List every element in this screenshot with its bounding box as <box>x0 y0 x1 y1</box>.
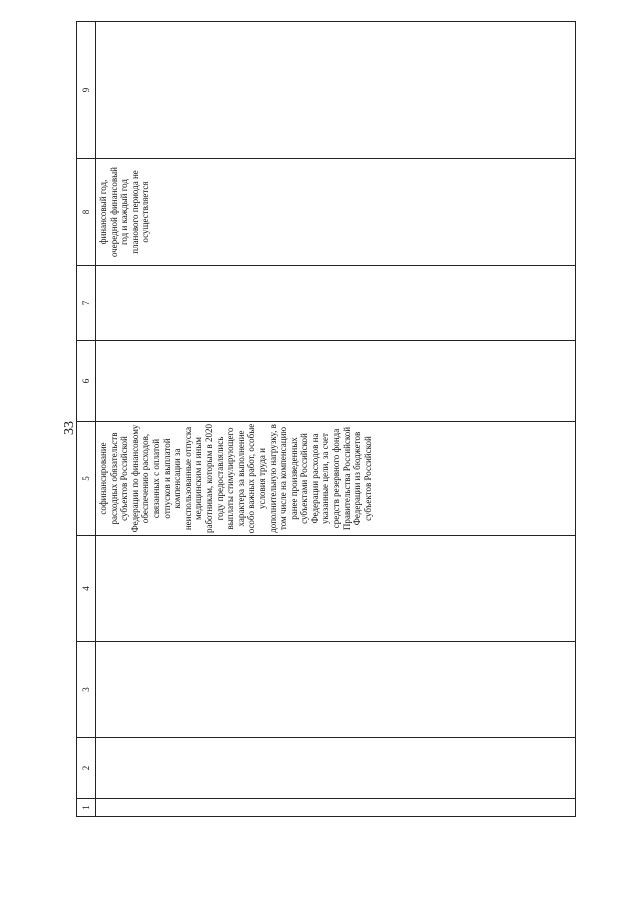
header-row <box>77 22 96 817</box>
header-col-3: 3 <box>77 642 96 738</box>
cell-col-7 <box>96 266 576 341</box>
header-col-4: 4 <box>77 536 96 642</box>
cell-text-col-8: финансовый год, очередной финансовый год и каждый год планового периода не осуществляется <box>98 167 151 258</box>
header-col-1: 1 <box>77 799 96 817</box>
header-col-5: 5 <box>77 422 96 536</box>
cell-col-6 <box>96 341 576 422</box>
header-col-9: 9 <box>77 22 96 159</box>
header-col-7: 7 <box>77 266 96 341</box>
header-col-8: 8 <box>77 159 96 266</box>
cell-col-8 <box>96 159 576 266</box>
cell-text-col-5: софинансирование расходных обязательств субъектов Российской Федерации по финансовому обеспечению расходов, связанных с оплатой отпусков и выплатой компенсации за неиспользованные отпуска медицинским и иным работникам, которым в 2020 году предоставлялись выплаты стимулирующего характера за выполнение особо важных работ, особые условия труда и дополнительную нагрузку, в том числе на компенсацию ранее произведенных субъектами Российской Федерации расходов на указанные цели, за счет средств резервного фонда Правительства Российской Федерации из бюджетов субъектов Российской <box>98 423 373 534</box>
page-number: 33 <box>62 421 77 435</box>
data-table <box>76 21 576 817</box>
cell-col-3 <box>96 642 576 738</box>
cell-col-2 <box>96 738 576 799</box>
header-col-2: 2 <box>77 738 96 799</box>
table-row <box>96 22 576 817</box>
cell-col-9 <box>96 22 576 159</box>
rotated-table-wrapper <box>76 22 576 817</box>
header-col-6: 6 <box>77 341 96 422</box>
cell-col-5 <box>96 422 576 536</box>
cell-col-4 <box>96 536 576 642</box>
cell-col-1 <box>96 799 576 817</box>
